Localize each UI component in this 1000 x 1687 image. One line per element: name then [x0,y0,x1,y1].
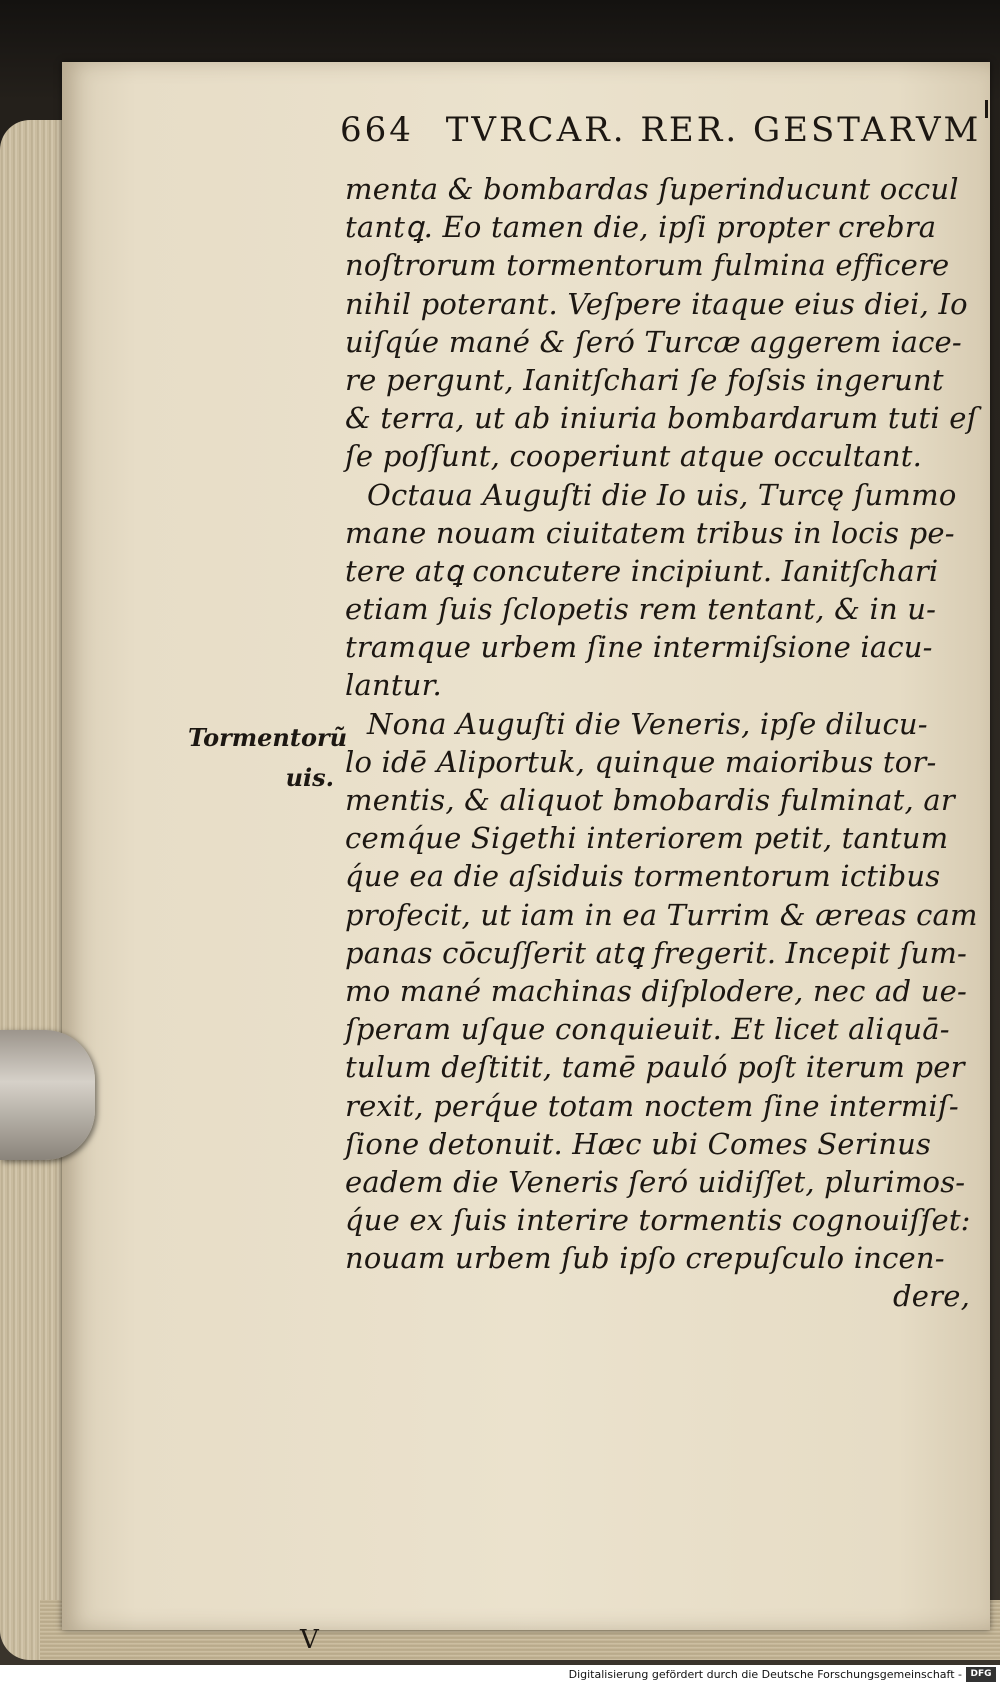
text-line: etiam ſuis ſclopetis rem tentant, & in u- [345,592,937,627]
text-line: mentis, & aliquot bmobardis fulminat, ar [345,783,955,817]
text-line: q́ue ex ſuis interire tormentis cognouiſſet: [345,1203,971,1238]
paragraph-start-line: Octaua Auguſti die Io uis, Turcę ſummo [367,477,957,512]
text-line: lo idē Aliportuk, quinque maioribus tor- [345,744,937,779]
text-line: ſe poſſunt, cooperiunt atque occultant. [345,439,923,474]
margin-note-line-2: uis. [285,763,334,792]
text-line: ſperam uſque conquieuit. Et licet aliquā- [345,1012,950,1047]
text-line: nihil poterant. Veſpere itaque eius diei, Io [345,286,968,321]
running-header [340,110,981,150]
margin-note [188,718,348,798]
digitization-credit: Digitalisierung gefördert durch die Deutsche Forschungsgemeinschaft - [568,1668,962,1681]
text-line: uiſqúe mané & ſeró Turcæ aggerem iace- [345,324,962,359]
text-line: panas cōcuſſerit atꝗ fregerit. Incepit ſum- [345,935,968,970]
running-title: TVRCAR. RER. GESTARVM [445,110,982,150]
text-line: eadem die Veneris ſeró uidiſſet, plurimos- [345,1164,966,1199]
text-line: tere atꝗ concutere incipiunt. Ianitſchari [345,553,939,588]
text-line: tulum deſtitit, tamē pauló poſt iterum per [345,1050,965,1085]
text-line: menta & bombardas ſuperinducunt occul [345,172,959,206]
text-line: mane nouam ciuitatem tribus in locis pe- [345,515,955,550]
text-line: & terra, ut ab iniuria bombardarum tuti eſ [345,401,978,436]
text-line: rexit, perq́ue totam noctem ſine intermiſ- [345,1088,959,1123]
text-line: ſione detonuit. Hæc ubi Comes Serinus [345,1126,932,1161]
signature-mark: V [300,1625,319,1655]
page-number: 664 [340,110,414,150]
margin-note-line-1: Tormentorũ [188,723,348,752]
text-line: q́ue ea die aſsiduis tormentorum ictibus [345,859,941,894]
book-clip [0,1030,95,1160]
text-line: profecit, ut iam in ea Turrim & æreas cam [345,897,978,932]
catchword: dere, [893,1279,970,1314]
paragraph-start-line: Nona Auguſti die Veneris, ipſe dilucu- [367,706,928,741]
body-text [345,170,978,1316]
text-line: re pergunt, Ianitſchari ſe foſsis ingerunt [345,362,944,397]
text-line: lantur. [345,668,442,703]
book-edge [0,120,70,1660]
text-line: tramque urbem ſine intermiſsione iacu- [345,630,933,665]
edge-mark [985,100,988,118]
text-line: noſtrorum tormentorum fulmina efficere [345,248,950,283]
text-line: nouam urbem ſub ipſo crepuſculo incen- [345,1241,945,1276]
text-line: cemq́ue Sigethi interiorem petit, tantum [345,821,949,856]
text-line: mo mané machinas diſplodere, nec ad ue- [345,973,967,1008]
dfg-logo-icon: DFG [966,1667,996,1682]
text-line: tantꝗ. Eo tamen die, ipſi propter crebra [345,210,937,245]
